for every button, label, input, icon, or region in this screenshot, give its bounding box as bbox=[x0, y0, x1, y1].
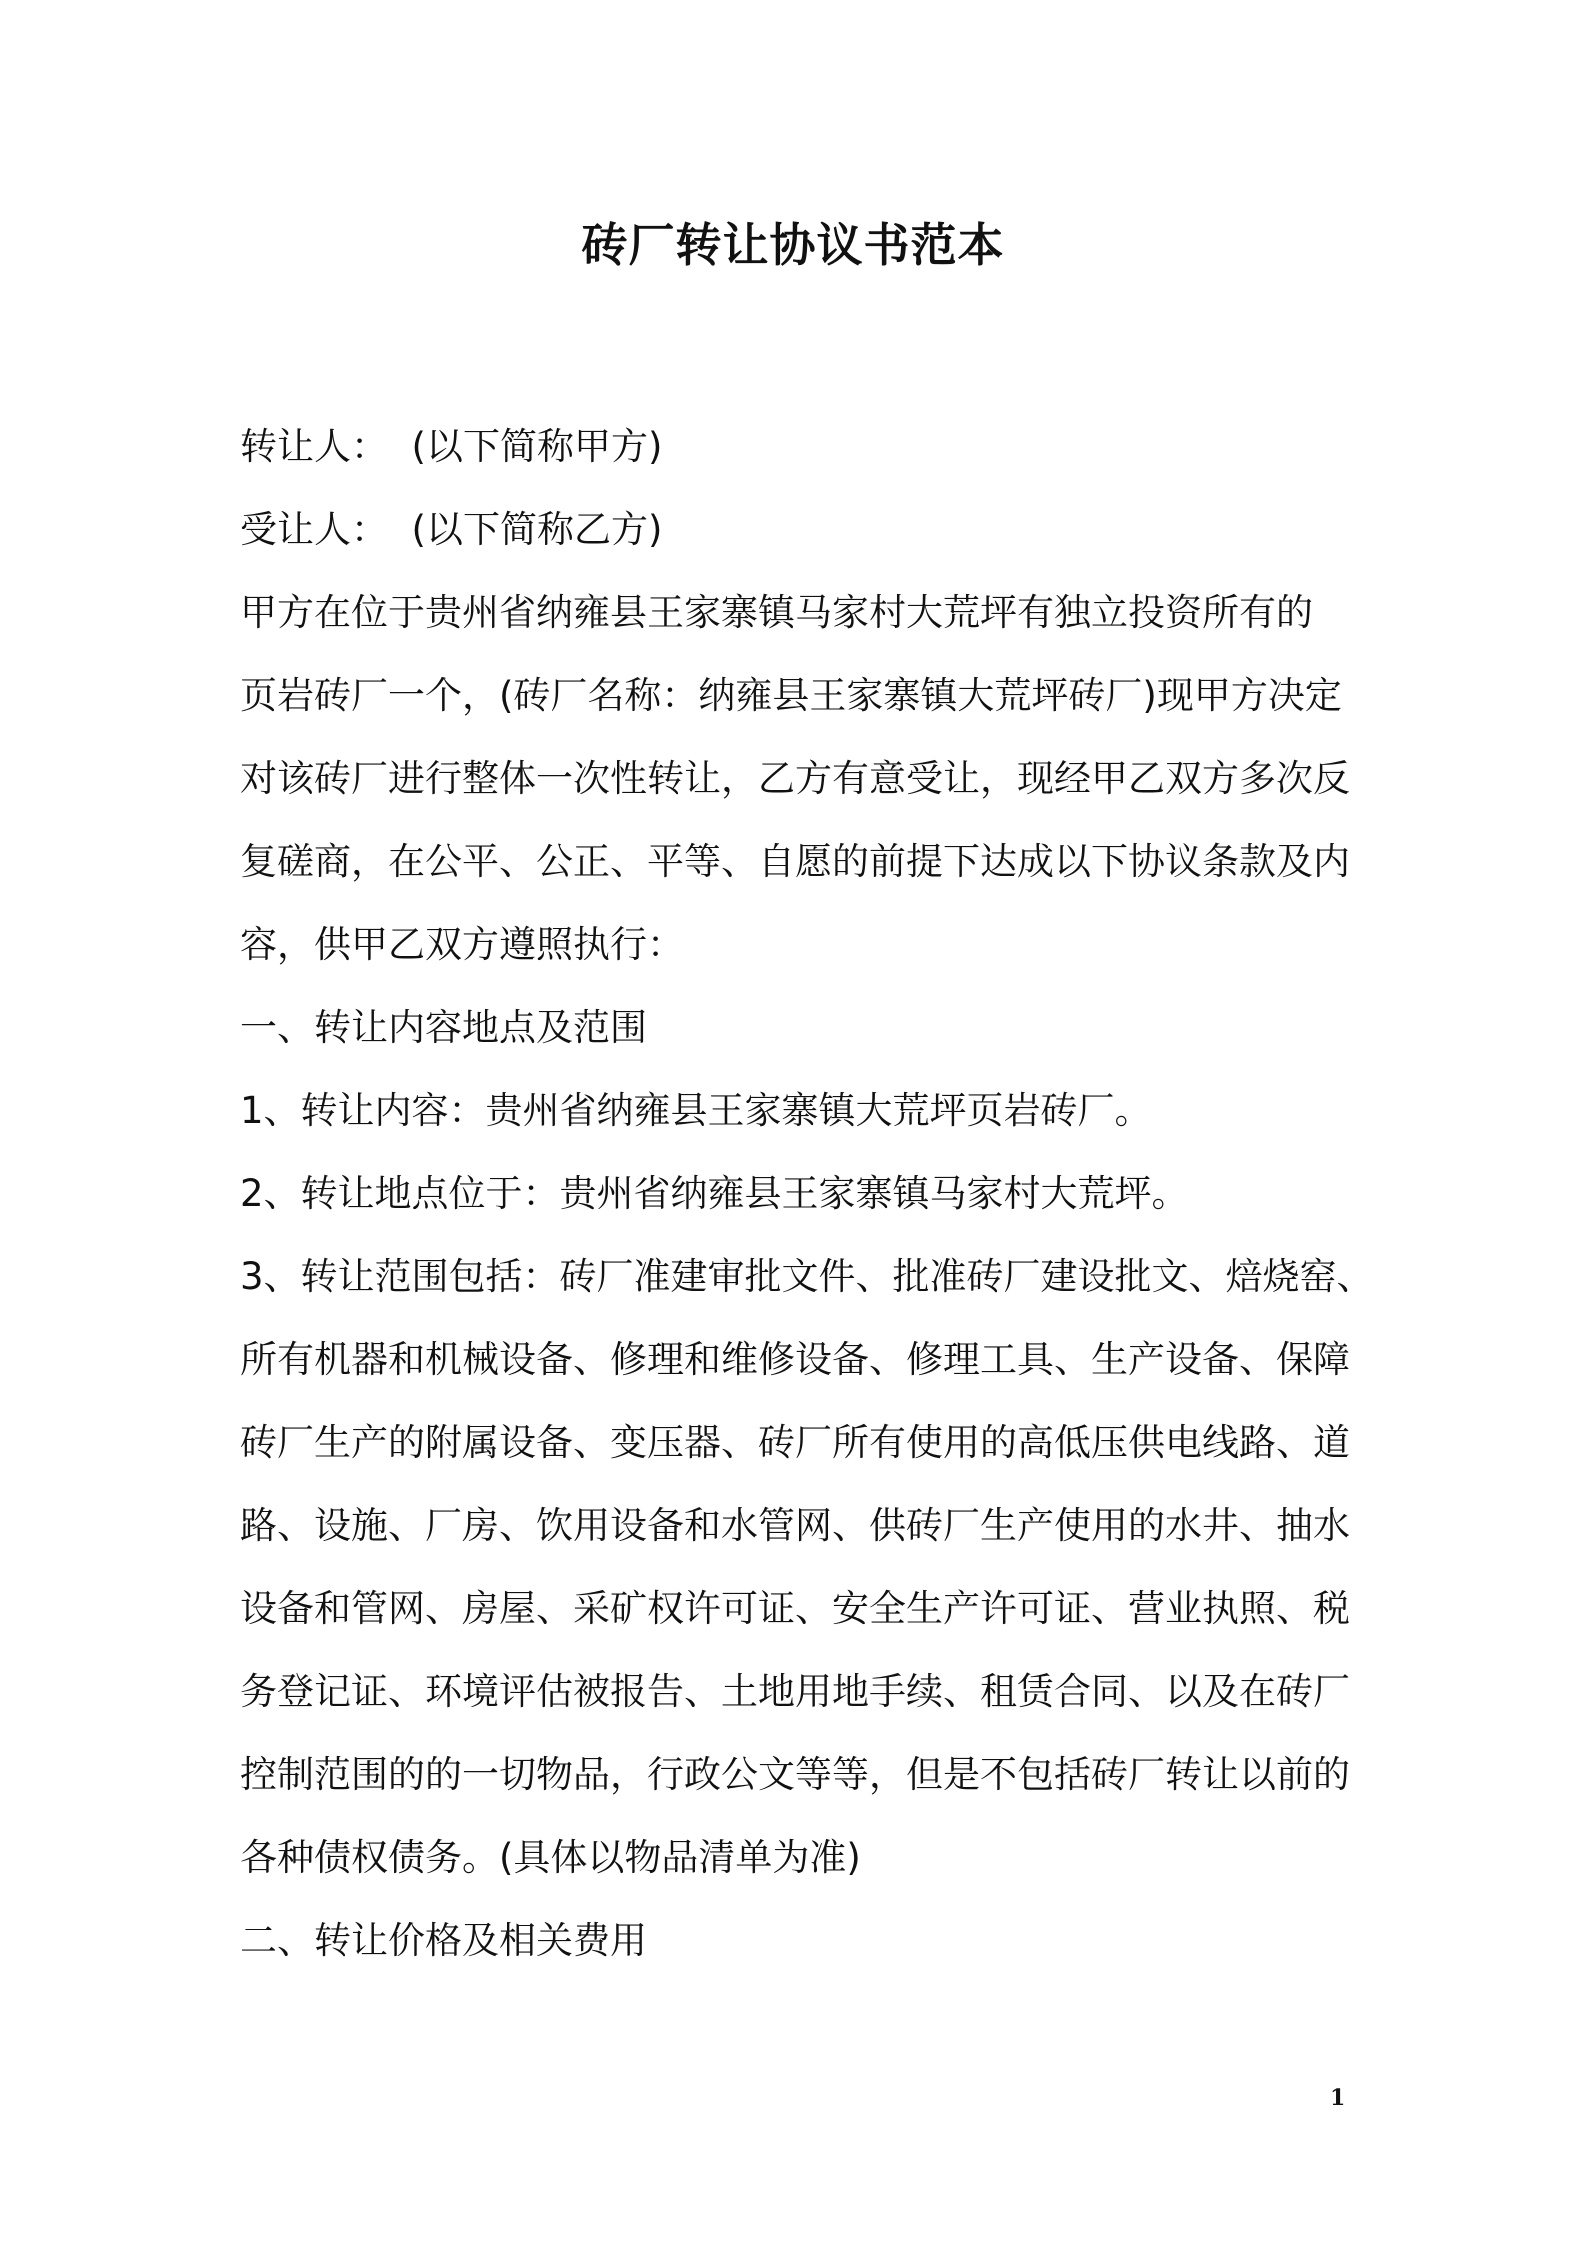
body-line: 甲方在位于贵州省纳雍县王家寨镇马家村大荒坪有独立投资所有的 bbox=[240, 591, 1313, 634]
document-title: 砖厂转让协议书范本 bbox=[581, 218, 1005, 272]
body-line: 各种债权债务。(具体以物品清单为准) bbox=[240, 1836, 861, 1879]
body-line: 复磋商，在公平、公正、平等、自愿的前提下达成以下协议条款及内 bbox=[240, 840, 1350, 883]
body-line: 砖厂生产的附属设备、变压器、砖厂所有使用的高低压供电线路、道 bbox=[240, 1421, 1350, 1464]
body-line: 所有机器和机械设备、修理和维修设备、修理工具、生产设备、保障 bbox=[240, 1338, 1350, 1381]
body-line: 页岩砖厂一个，(砖厂名称：纳雍县王家寨镇大荒坪砖厂)现甲方决定 bbox=[240, 674, 1342, 717]
section-heading: 二、转让价格及相关费用 bbox=[240, 1919, 647, 1962]
page-number: 1 bbox=[1330, 2085, 1346, 2111]
body-line: 务登记证、环境评估被报告、土地用地手续、租赁合同、以及在砖厂 bbox=[240, 1670, 1350, 1713]
section-heading: 一、转让内容地点及范围 bbox=[240, 1006, 647, 1049]
body-line: 路、设施、厂房、饮用设备和水管网、供砖厂生产使用的水井、抽水 bbox=[240, 1504, 1350, 1547]
body-line: 2、转让地点位于：贵州省纳雍县王家寨镇马家村大荒坪。 bbox=[240, 1172, 1189, 1215]
body-line: 对该砖厂进行整体一次性转让，乙方有意受让，现经甲乙双方多次反 bbox=[240, 757, 1350, 800]
body-line: 3、转让范围包括：砖厂准建审批文件、批准砖厂建设批文、焙烧窑、 bbox=[240, 1255, 1374, 1298]
body-line: 1、转让内容：贵州省纳雍县王家寨镇大荒坪页岩砖厂。 bbox=[240, 1089, 1152, 1132]
document-body bbox=[240, 405, 1374, 1982]
body-line: 转让人： (以下简称甲方) bbox=[240, 425, 663, 468]
body-line: 设备和管网、房屋、采矿权许可证、安全生产许可证、营业执照、税 bbox=[240, 1587, 1350, 1630]
body-line: 受让人： (以下简称乙方) bbox=[240, 508, 663, 551]
body-line: 控制范围的的一切物品，行政公文等等，但是不包括砖厂转让以前的 bbox=[240, 1753, 1350, 1796]
body-line: 容，供甲乙双方遵照执行： bbox=[240, 923, 684, 966]
